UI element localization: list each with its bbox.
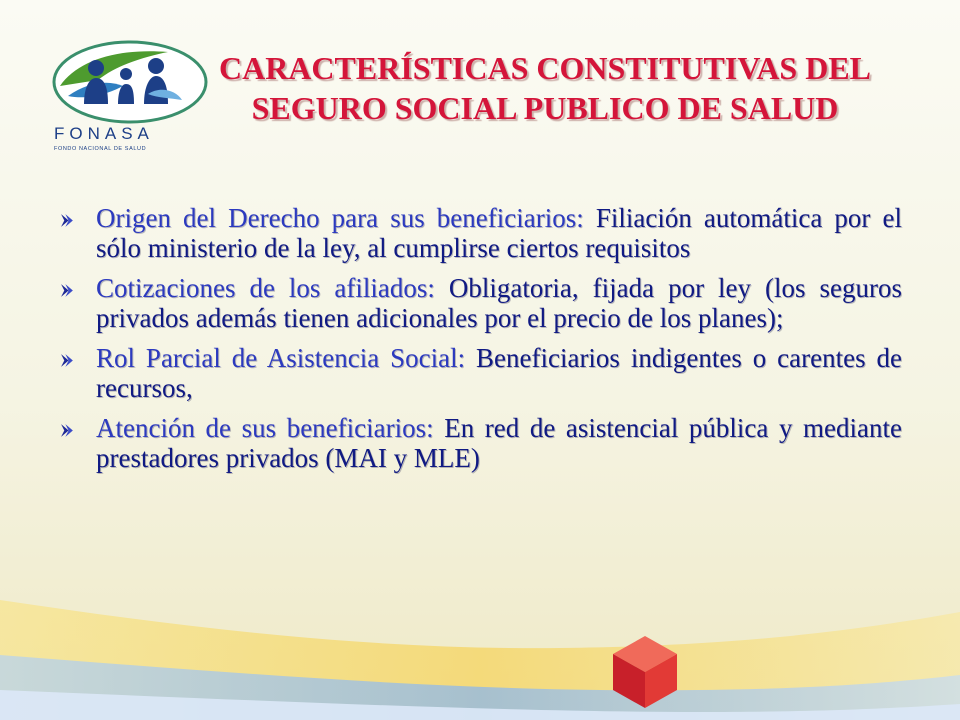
slide-title: [160, 48, 930, 128]
bullet-body: Obligatoria, fijada por ley (los seguros privados además tienen adicionales por el precio de los planes);: [96, 273, 903, 333]
bullet-body: Beneficiarios indigentes o carentes de recursos,: [96, 343, 902, 403]
bullet-item-1: [60, 203, 902, 263]
bullet-item-4: [60, 413, 902, 473]
bullet-label: Rol Parcial de Asistencia Social:: [96, 343, 466, 373]
bullet-label: Atención de sus beneficiarios:: [96, 413, 434, 443]
arrow-bullet-icon: [60, 353, 75, 368]
bullet-body: En red de asistencial pública y mediante prestadores privados (MAI y MLE): [96, 413, 902, 473]
logo-subtitle: FONDO NACIONAL DE SALUD: [54, 146, 147, 152]
bullet-body: Filiación automática por el sólo ministerio de la ley, al cumplirse ciertos requisitos: [96, 203, 902, 263]
logo-name: FONASA: [54, 124, 154, 143]
arrow-bullet-icon: [60, 283, 75, 298]
bullet-item-3: [60, 343, 902, 403]
arrow-bullet-icon: [60, 423, 75, 438]
red-cube-icon: [605, 632, 685, 712]
bullet-list: [60, 203, 902, 483]
bullet-label: Cotizaciones de los afiliados:: [96, 273, 435, 303]
arrow-bullet-icon: [60, 213, 75, 228]
bullet-label: Origen del Derecho para sus beneficiarios:: [96, 203, 584, 233]
bullet-item-2: [60, 273, 902, 333]
title-line-1: CARACTERÍSTICAS CONSTITUTIVAS DEL: [218, 50, 872, 86]
title-line-2: SEGURO SOCIAL PUBLICO DE SALUD: [251, 90, 839, 126]
